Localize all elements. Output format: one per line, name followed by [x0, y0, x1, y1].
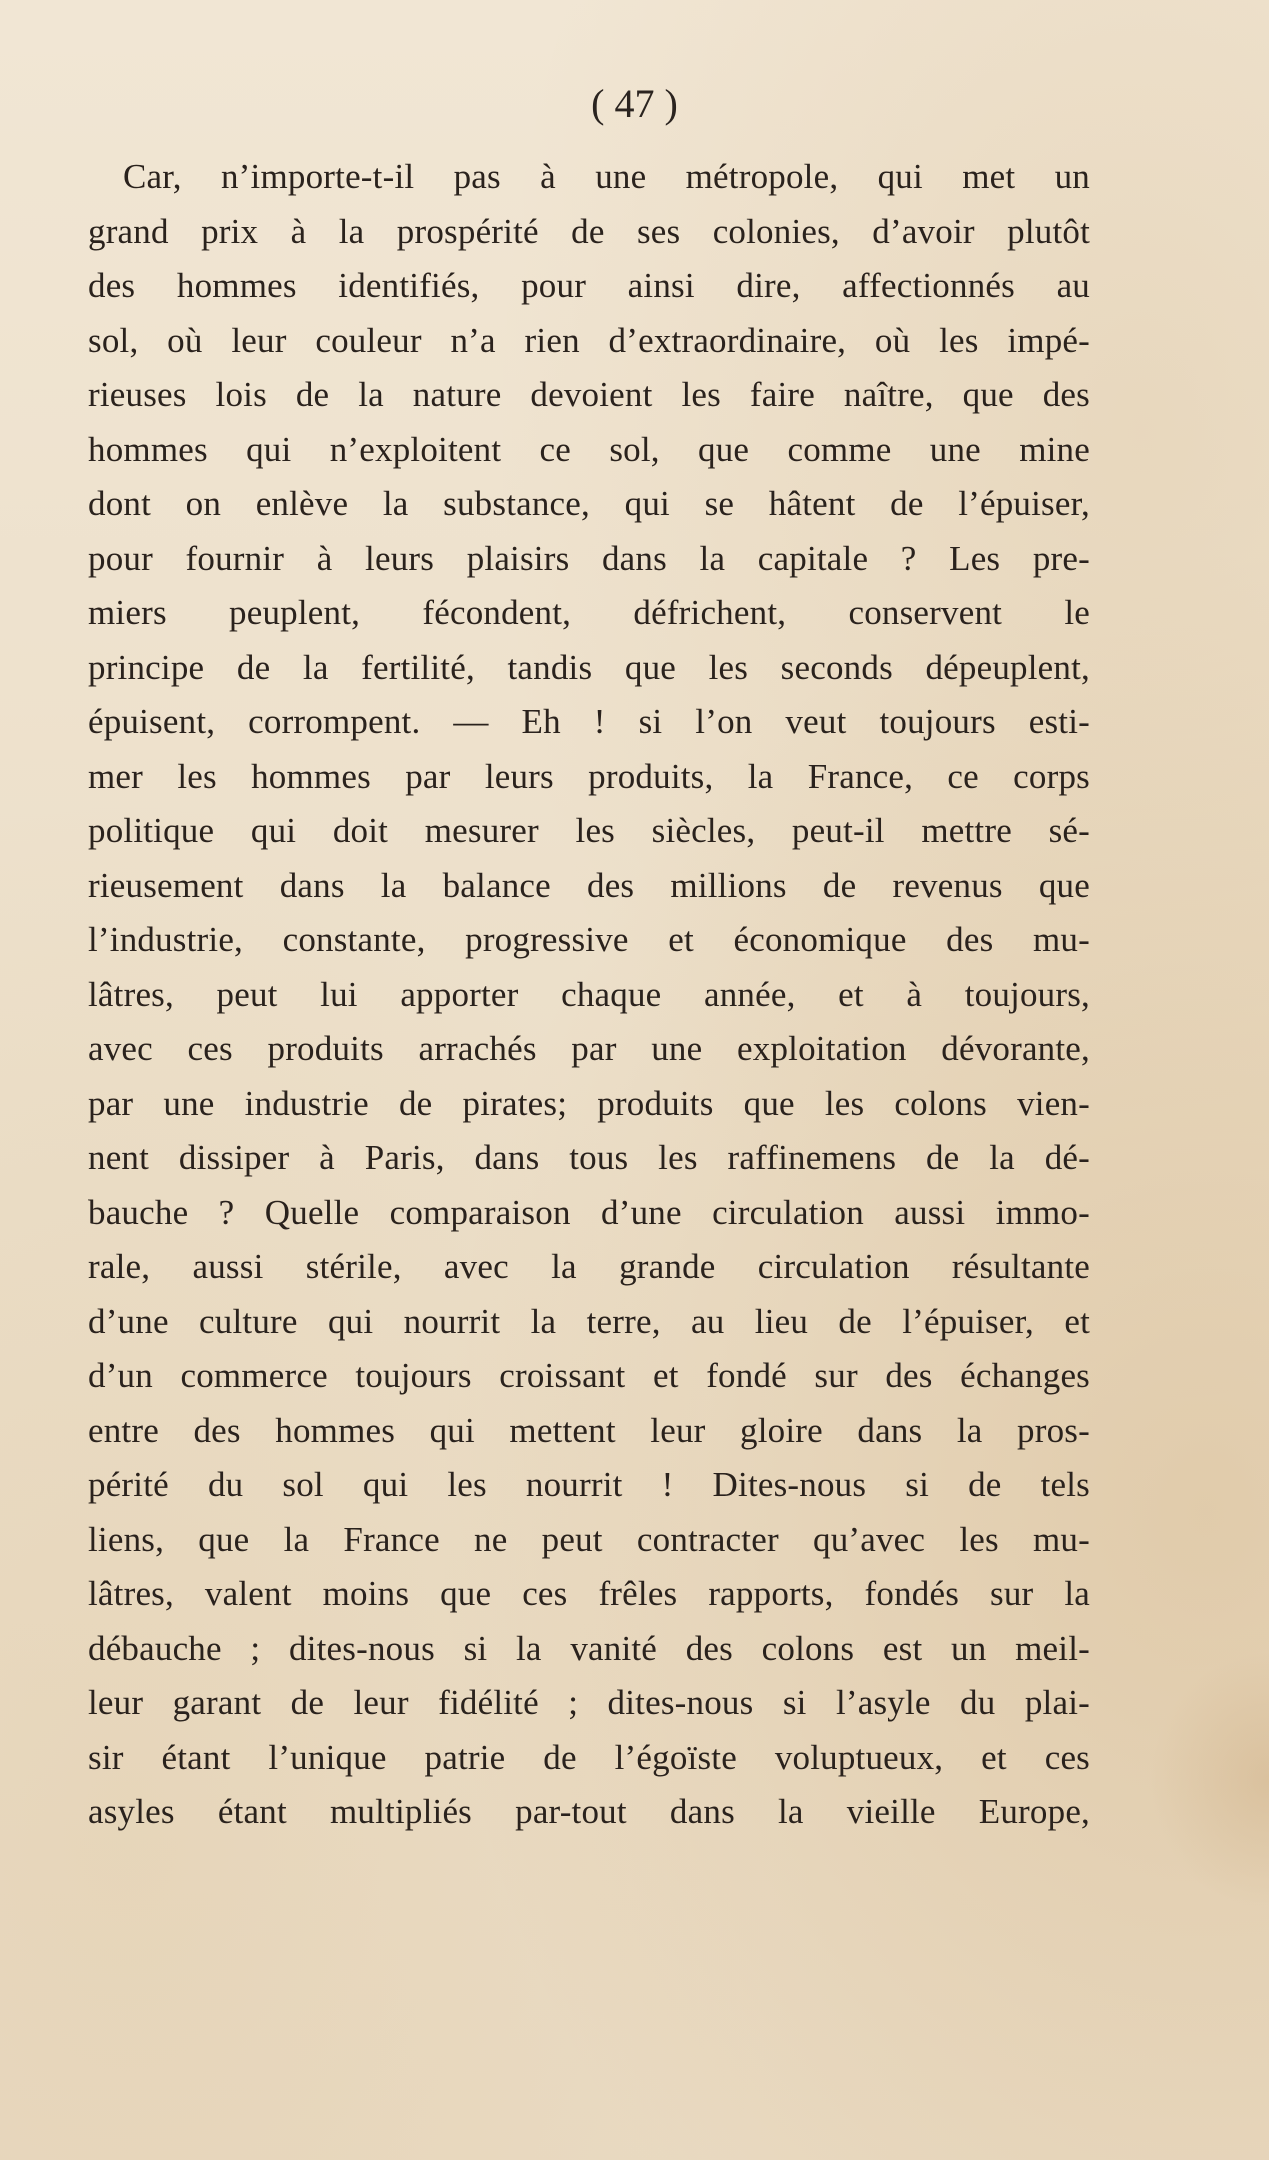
- text-line: liens, que la France ne peut contracter qu’avec les mu-: [88, 1519, 1090, 1559]
- text-line: épuisent, corrompent. — Eh ! si l’on veut toujours esti-: [88, 702, 1090, 741]
- text-line: l’industrie, constante, progressive et économique des mu-: [88, 920, 1090, 959]
- text-line: miers peuplent, fécondent, défrichent, conservent le: [88, 593, 1090, 632]
- text-line: avec ces produits arrachés par une exploitation dévorante,: [88, 1029, 1090, 1068]
- text-line: rieuses lois de la nature devoient les faire naître, que des: [88, 375, 1090, 414]
- paper-stain: [1149, 1650, 1269, 1910]
- text-line: hommes qui n’exploitent ce sol, que comme une mine: [88, 429, 1090, 469]
- text-line: des hommes identifiés, pour ainsi dire, affectionnés au: [88, 266, 1090, 305]
- text-line: d’un commerce toujours croissant et fondé sur des échanges: [88, 1356, 1090, 1395]
- text-line: dont on enlève la substance, qui se hâtent de l’épuiser,: [88, 484, 1090, 523]
- text-line: grand prix à la prospérité de ses colonies, d’avoir plutôt: [88, 211, 1090, 251]
- text-line: d’une culture qui nourrit la terre, au lieu de l’épuiser, et: [88, 1301, 1090, 1341]
- text-line: sol, où leur couleur n’a rien d’extraordinaire, où les impé-: [88, 320, 1090, 360]
- text-line: lâtres, peut lui apporter chaque année, et à toujours,: [88, 974, 1090, 1014]
- text-line: entre des hommes qui mettent leur gloire dans la pros-: [88, 1410, 1090, 1450]
- text-line: mer les hommes par leurs produits, la France, ce corps: [88, 756, 1090, 796]
- text-line: bauche ? Quelle comparaison d’une circulation aussi immo-: [88, 1192, 1090, 1232]
- text-line: nent dissiper à Paris, dans tous les raffinemens de la dé-: [88, 1138, 1090, 1177]
- text-line: sir étant l’unique patrie de l’égoïste voluptueux, et ces: [88, 1737, 1090, 1777]
- body-text: [88, 150, 1090, 1840]
- text-line: lâtres, valent moins que ces frêles rapports, fondés sur la: [88, 1574, 1090, 1613]
- text-line: par une industrie de pirates; produits que les colons vien-: [88, 1083, 1090, 1123]
- text-line: politique qui doit mesurer les siècles, peut-il mettre sé-: [88, 811, 1090, 850]
- text-line: principe de la fertilité, tandis que les seconds dépeuplent,: [88, 647, 1090, 687]
- page-number: ( 47 ): [591, 81, 678, 126]
- text-line: périté du sol qui les nourrit ! Dites-nous si de tels: [88, 1465, 1090, 1504]
- text-line: leur garant de leur fidélité ; dites-nous si l’asyle du plai-: [88, 1683, 1090, 1722]
- text-line: pour fournir à leurs plaisirs dans la capitale ? Les pre-: [88, 538, 1090, 578]
- text-line: rieusement dans la balance des millions de revenus que: [88, 865, 1090, 905]
- text-line: débauche ; dites-nous si la vanité des colons est un meil-: [88, 1628, 1090, 1668]
- text-line: rale, aussi stérile, avec la grande circulation résultante: [88, 1247, 1090, 1286]
- text-line: Car, n’importe-t-il pas à une métropole, qui met un: [123, 157, 1090, 196]
- text-line: asyles étant multipliés par-tout dans la vieille Europe,: [88, 1792, 1090, 1831]
